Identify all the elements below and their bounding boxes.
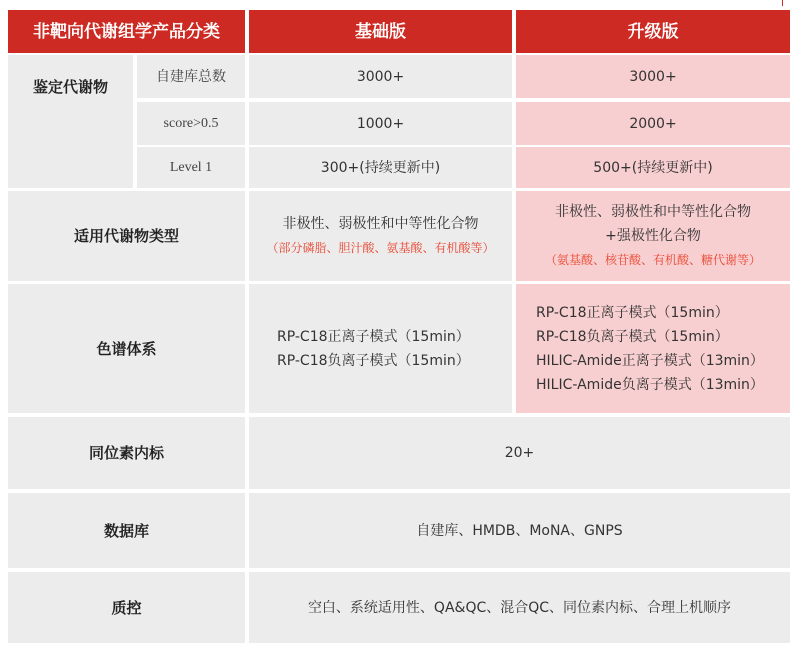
basic-types	[249, 191, 512, 281]
upgrade-total: 3000+	[516, 55, 790, 98]
isotope-value: 20+	[249, 417, 790, 489]
basic-types-text: 非极性、弱极性和中等性化合物	[282, 216, 479, 232]
header-basic: 基础版	[249, 10, 512, 53]
upgrade-level1: 500+(持续更新中)	[516, 147, 790, 188]
upgrade-chrom	[516, 284, 790, 413]
upgrade-types-text: 非极性、弱极性和中等性化合物	[555, 204, 751, 220]
upgrade-types	[516, 191, 790, 281]
db-value: 自建库、HMDB、MoNA、GNPS	[249, 493, 790, 568]
header-category: 非靶向代谢组学产品分类	[8, 10, 245, 53]
chrom-item: RP-C18负离子模式（15min）	[536, 328, 729, 345]
sub-label-score: score>0.5	[137, 102, 245, 145]
basic-total: 3000+	[249, 55, 512, 98]
basic-chrom	[249, 284, 512, 413]
chrom-item: RP-C18正离子模式（15min）	[277, 328, 470, 345]
upgrade-types-note: （氨基酸、核苷酸、有机酸、糖代谢等）	[544, 253, 761, 267]
types-label: 适用代谢物类型	[8, 191, 245, 281]
qc-label: 质控	[8, 572, 245, 643]
chrom-item: RP-C18正离子模式（15min）	[536, 304, 729, 321]
sub-label-total: 自建库总数	[137, 55, 245, 98]
sub-label-level1: Level 1	[137, 147, 245, 188]
qc-value: 空白、系统适用性、QA&QC、混合QC、同位素内标、合理上机顺序	[249, 572, 790, 643]
basic-level1: 300+(持续更新中)	[249, 147, 512, 188]
decorative-mark	[782, 0, 783, 6]
chrom-item: HILIC-Amide正离子模式（13min）	[536, 352, 764, 369]
chrom-item: HILIC-Amide负离子模式（13min）	[536, 376, 764, 393]
upgrade-types-text2: +强极性化合物	[605, 228, 701, 244]
chrom-item: RP-C18负离子模式（15min）	[277, 352, 470, 369]
chrom-label: 色谱体系	[8, 284, 245, 413]
db-label: 数据库	[8, 493, 245, 568]
basic-score: 1000+	[249, 102, 512, 145]
identified-label: 鉴定代谢物	[8, 55, 133, 188]
header-upgrade: 升级版	[516, 10, 790, 53]
isotope-label: 同位素内标	[8, 417, 245, 489]
upgrade-score: 2000+	[516, 102, 790, 145]
basic-types-note: （部分磷脂、胆汁酸、氨基酸、有机酸等）	[266, 241, 495, 255]
